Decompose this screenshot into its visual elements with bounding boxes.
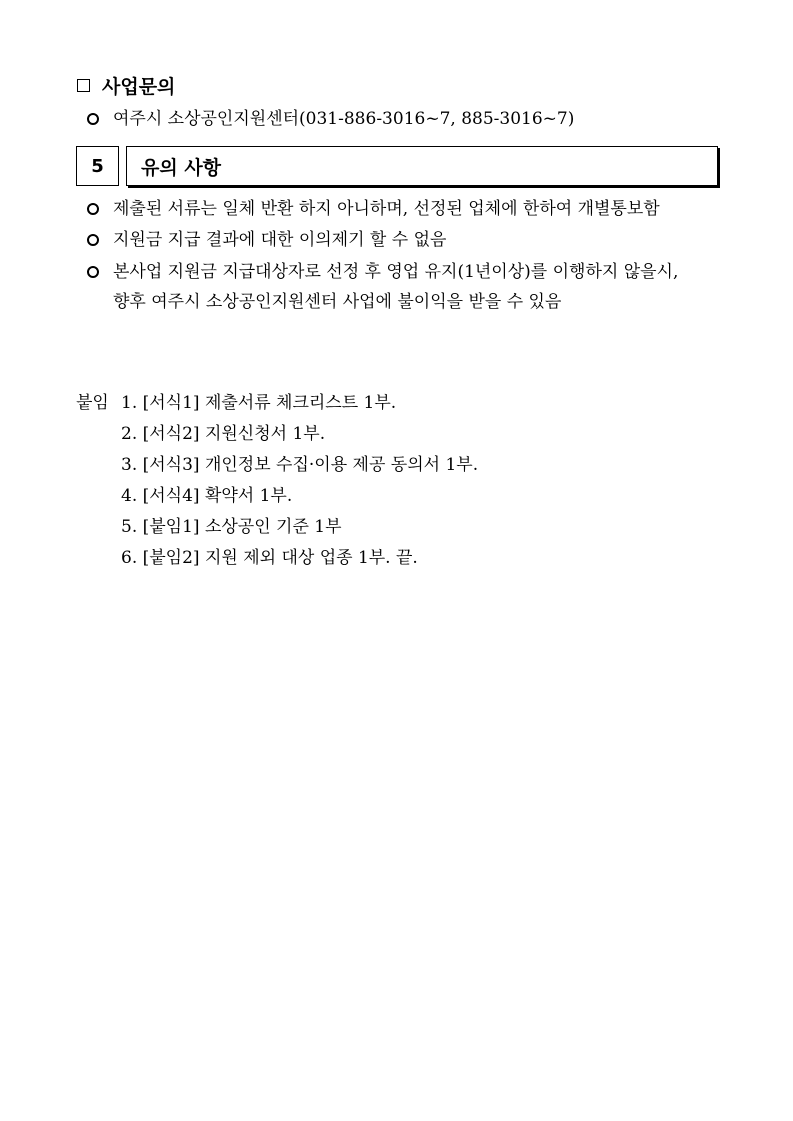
note-line: 본사업 지원금 지급대상자로 선정 후 영업 유지(1년이상)를 이행하지 않을시, [113,262,679,282]
note-item [87,225,446,255]
circle-bullet-icon [87,113,99,125]
attachment-item [76,419,478,450]
section-header [76,146,718,188]
note-line: 제출된 서류는 일체 반환 하지 아니하며, 선정된 업체에 한하여 개별통보함 [113,199,660,219]
circle-bullet-icon [87,203,99,215]
note-line: 향후 여주시 소상공인지원센터 사업에 불이익을 받을 수 있음 [113,292,562,312]
inquiry-heading [77,72,175,99]
note-line: 지원금 지급 결과에 대한 이의제기 할 수 없음 [113,230,447,250]
checkbox-icon [77,79,90,92]
section-title-text: 유의 사항 [141,156,222,179]
attachment-item [76,512,478,543]
inquiry-heading-label: 사업문의 [102,76,176,98]
attachment-text: 5. [붙임1] 소상공인 기준 1부 [121,517,342,537]
note-item [87,194,660,224]
attachments-list [76,388,478,574]
attachment-item [76,450,478,481]
attachments-label: 붙임 [76,393,109,413]
circle-bullet-icon [87,266,99,278]
attachment-text: 1. [서식1] 제출서류 체크리스트 1부. [121,393,397,413]
circle-bullet-icon [87,234,99,246]
attachment-text: 3. [서식3] 개인정보 수집·이용 제공 동의서 1부. [121,455,479,475]
section-number: 5 [76,146,119,186]
note-item [87,257,678,317]
inquiry-contact-text: 여주시 소상공인지원센터(031-886-3016~7, 885-3016~7) [113,109,575,129]
attachment-text: 4. [서식4] 확약서 1부. [121,486,293,506]
attachment-item [76,388,478,419]
attachment-item [76,543,478,574]
attachment-text: 6. [붙임2] 지원 제외 대상 업종 1부. 끝. [121,548,418,568]
section-title [126,146,718,186]
attachment-text: 2. [서식2] 지원신청서 1부. [121,424,326,444]
attachment-item [76,481,478,512]
inquiry-contact [87,104,574,134]
